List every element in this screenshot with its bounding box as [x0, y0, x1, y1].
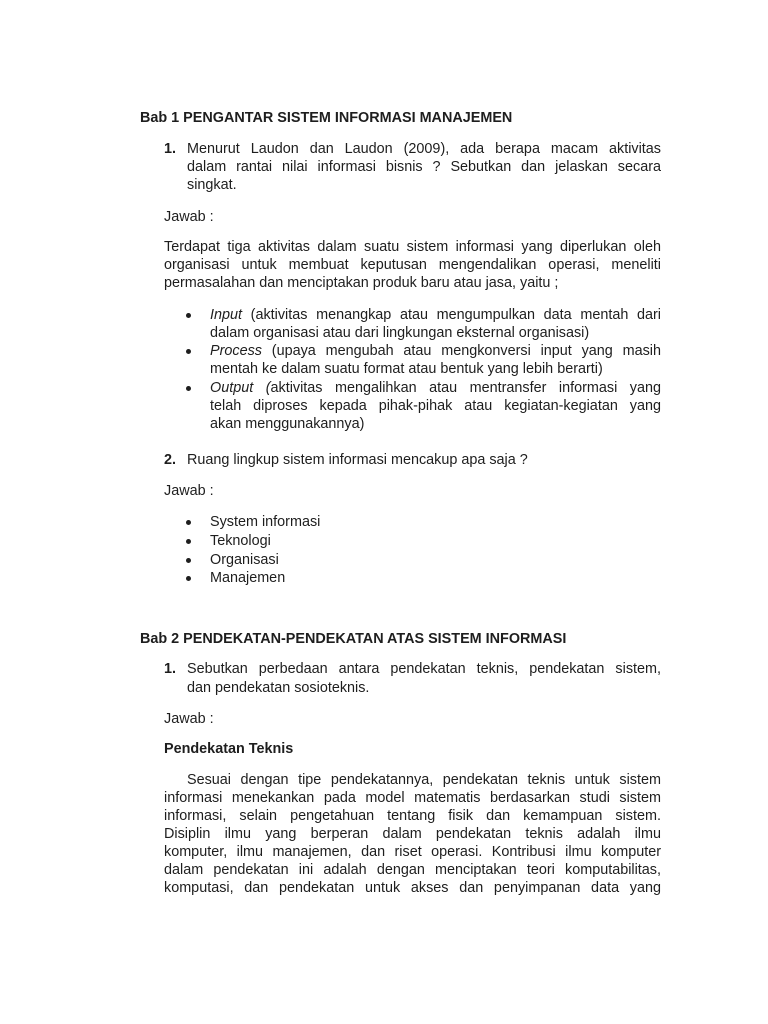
bullet-term: Output ( — [210, 380, 271, 396]
bullet-icon — [186, 349, 191, 354]
paragraph-line: dalam pendekatan ini adalah dengan menciptakan teori komputabilitas, — [164, 862, 661, 878]
bullet-line: mentah ke dalam suatu format atau bentuk yang lebih berarti) — [210, 361, 603, 377]
bullet-line: akan menggunakannya) — [210, 416, 365, 432]
question-line: dalam rantai nilai informasi bisnis ? Sebutkan dan jelaskan secara — [187, 159, 661, 175]
question-line: Sebutkan perbedaan antara pendekatan teknis, pendekatan sistem, — [187, 661, 661, 677]
chapter2-heading: Bab 2 PENDEKATAN-PENDEKATAN ATAS SISTEM INFORMASI — [140, 631, 567, 647]
answer-label: Jawab : — [164, 711, 214, 727]
list-item: Teknologi — [210, 533, 271, 549]
list-item: System informasi — [210, 514, 321, 530]
bullet-line: dalam organisasi atau dari lingkungan eksternal organisasi) — [210, 325, 590, 341]
bullet-item-input — [210, 306, 661, 324]
bullet-text: (upaya mengubah atau mengkonversi input yang masih — [261, 343, 661, 359]
question-number: 1. — [164, 141, 177, 157]
bullet-term: Process — [210, 343, 262, 359]
bullet-item-output — [210, 379, 661, 397]
question-line: dan pendekatan sosioteknis. — [187, 680, 370, 696]
bullet-icon — [186, 313, 191, 318]
bullet-text: (aktivitas menangkap atau mengumpulkan data mentah dari — [242, 307, 661, 323]
paragraph-line: komputer, ilmu manajemen, dan riset operasi. Kontribusi ilmu komputer — [164, 844, 661, 860]
question-line: Ruang lingkup sistem informasi mencakup apa saja ? — [187, 452, 528, 468]
question-number: 2. — [164, 452, 177, 468]
answer-label: Jawab : — [164, 209, 214, 225]
bullet-icon — [186, 576, 191, 581]
paragraph-line: Disiplin ilmu yang berperan dalam pendekatan teknis adalah ilmu — [164, 826, 661, 842]
paragraph-line: permasalahan dan menciptakan produk baru atau jasa, yaitu ; — [164, 275, 559, 291]
paragraph-line: komputasi, dan pendekatan untuk akses dan penyimpanan data yang — [164, 880, 661, 896]
paragraph-line: informasi, selain pengetahuan tentang fisik dan kemampuan sistem. — [164, 808, 661, 824]
question-line: Menurut Laudon dan Laudon (2009), ada berapa macam aktivitas — [187, 141, 661, 157]
paragraph-line: informasi menekankan pada model matematis berdasarkan studi sistem — [164, 790, 661, 806]
list-item: Organisasi — [210, 552, 279, 568]
bullet-icon — [186, 520, 191, 525]
bullet-icon — [186, 539, 191, 544]
bullet-icon — [186, 386, 191, 391]
subheading: Pendekatan Teknis — [164, 741, 294, 757]
bullet-text: aktivitas mengalihkan atau mentransfer informasi yang — [270, 380, 661, 396]
bullet-item-process — [210, 342, 661, 360]
question-line: singkat. — [187, 177, 237, 193]
bullet-line: telah diproses kepada pihak-pihak atau kegiatan-kegiatan yang — [210, 398, 661, 414]
question-number: 1. — [164, 661, 177, 677]
chapter1-heading: Bab 1 PENGANTAR SISTEM INFORMASI MANAJEMEN — [140, 110, 513, 126]
bullet-icon — [186, 558, 191, 563]
paragraph-line: organisasi untuk membuat keputusan mengendalikan operasi, meneliti — [164, 257, 661, 273]
bullet-term: Input — [210, 307, 243, 323]
paragraph-line: Sesuai dengan tipe pendekatannya, pendekatan teknis untuk sistem — [187, 772, 661, 788]
paragraph-line: Terdapat tiga aktivitas dalam suatu sistem informasi yang diperlukan oleh — [164, 239, 661, 255]
list-item: Manajemen — [210, 570, 286, 586]
answer-label: Jawab : — [164, 483, 214, 499]
